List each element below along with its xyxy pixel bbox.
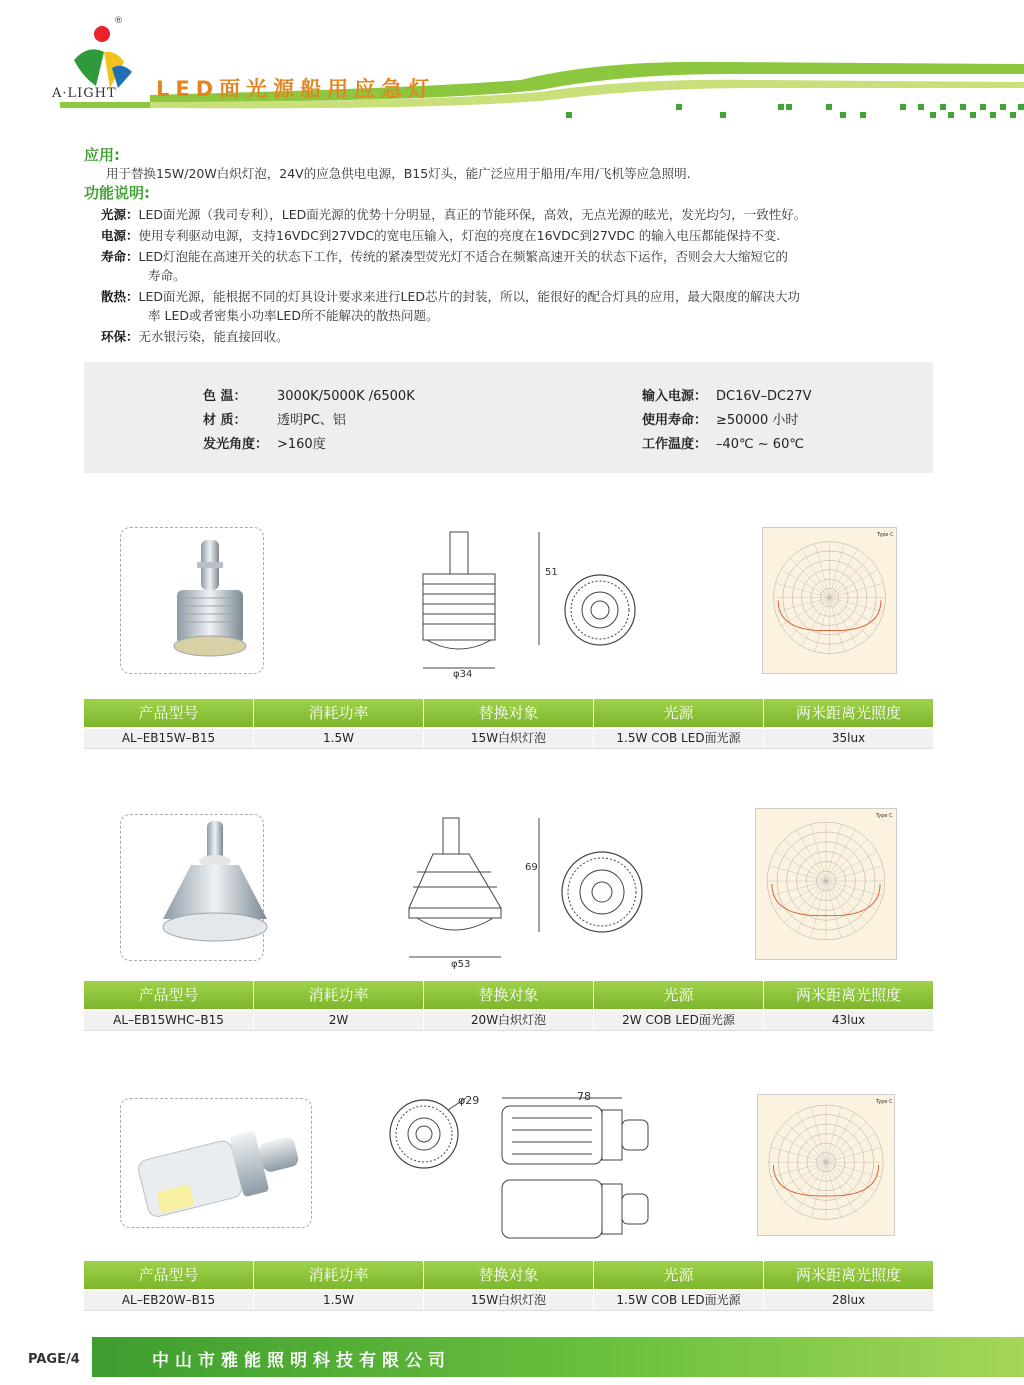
table-header-cell: 光源: [594, 981, 764, 1009]
spec-item: [642, 409, 798, 428]
decorative-dot: [840, 112, 846, 118]
product-photo-1: [120, 527, 264, 674]
spec-key: 输入电源：: [642, 389, 708, 404]
spec-item: [203, 385, 415, 404]
function-heading: 功能说明:: [84, 184, 150, 202]
function-item-text: LED灯泡能在高速开关的状态下工作，传统的紧凑型荧光灯不适合在频繁高速开关的状态下运作，否则会大大缩短它的: [138, 249, 789, 264]
table-cell: 15W白炽灯泡: [424, 729, 594, 748]
registered-mark: ®: [114, 16, 123, 26]
logo-text: A·LIGHT: [52, 86, 117, 101]
table-header-cell: 消耗功率: [254, 699, 424, 727]
table-header-cell: 替换对象: [424, 699, 594, 727]
table-header-cell: 产品型号: [84, 1261, 254, 1289]
function-item-label: 电源：: [101, 228, 139, 243]
function-item-label: 寿命：: [101, 249, 139, 264]
top-view-drawing-3: [388, 1090, 480, 1174]
decorative-dot: [970, 112, 976, 118]
dimension-drawing-1: [405, 520, 565, 680]
function-item-line: [148, 266, 186, 284]
decorative-dot: [1018, 104, 1024, 110]
spec-value: DC16V–DC27V: [716, 389, 812, 404]
polar-diagram-2: [755, 808, 897, 960]
polar-diagram-1: [762, 527, 897, 674]
function-item-line: [148, 306, 438, 324]
product-photo-3: [120, 1098, 312, 1228]
product-table-header-1: [84, 699, 933, 727]
spec-item: [203, 433, 326, 452]
table-header-cell: 产品型号: [84, 699, 254, 727]
table-header-cell: 两米距离光照度: [795, 986, 901, 1004]
table-header-cell: 光源: [594, 1261, 764, 1289]
function-item-line: [101, 205, 806, 223]
polar-diagram-3: [757, 1094, 895, 1236]
function-item-text: 无水银污染，能直接回收。: [138, 329, 289, 344]
dim-length-3: 78: [577, 1090, 591, 1103]
table-header-cell: 替换对象: [424, 1261, 594, 1289]
table-cell: 1.5W COB LED面光源: [594, 729, 764, 748]
table-cell: 2W: [254, 1011, 424, 1030]
header-swoosh: [0, 40, 1024, 130]
function-item-text: LED面光源（我司专利），LED面光源的优势十分明显，真正的节能环保，高效，无点光源的眩光，发光均匀，一致性好。: [138, 207, 807, 222]
table-cell: 28lux: [831, 1293, 866, 1307]
table-header-cell: 两米距离光照度: [795, 1266, 901, 1284]
lamp-photo-icon: [121, 528, 263, 673]
product-table-header-2: [84, 981, 933, 1009]
function-item-text: 使用专利驱动电源，支持16VDC到27VDC的宽电压输入，灯泡的亮度在16VDC到27VDC 的输入电压都能保持不变.: [138, 228, 781, 243]
decorative-dot: [786, 104, 792, 110]
function-item-line: [101, 327, 289, 345]
spec-key: 色 温：: [203, 389, 247, 404]
function-item-line: [101, 287, 800, 305]
function-item-text: LED面光源，能根据不同的灯具设计要求来进行LED芯片的封装，所以，能很好的配合灯具的应用，最大限度的解决大功: [138, 289, 800, 304]
spec-value: –40℃ ~ 60℃: [716, 437, 804, 452]
function-item-label: 散热：: [101, 289, 139, 304]
product-table-header-3: [84, 1261, 933, 1289]
decorative-dot: [778, 104, 784, 110]
dim-height-1: 51: [545, 567, 558, 578]
table-header-cell: 产品型号: [84, 981, 254, 1009]
function-item-text: 率 LED或者密集小功率LED所不能解决的散热问题。: [148, 308, 439, 323]
dim-diameter-3: φ29: [458, 1094, 480, 1107]
polar-type-2: Type C: [876, 813, 893, 819]
polar-type-3: Type C: [876, 1099, 893, 1105]
decorative-dot: [720, 112, 726, 118]
table-cell: AL–EB20W–B15: [84, 1291, 254, 1310]
dim-diameter-2: φ53: [451, 959, 471, 970]
table-cell: 1.5W: [254, 729, 424, 748]
table-cell: 15W白炽灯泡: [424, 1291, 594, 1310]
table-header-cell: 两米距离光照度: [795, 704, 901, 722]
product-table-row-1: [84, 729, 933, 749]
decorative-dot: [930, 112, 936, 118]
spec-value: 3000K/5000K /6500K: [277, 389, 415, 404]
application-text: 用于替换15W/20W白炽灯泡，24V的应急供电电源，B15灯头，能广泛应用于船用/车用/飞机等应急照明.: [106, 166, 691, 181]
table-cell: 1.5W COB LED面光源: [594, 1291, 764, 1310]
product-table-row-2: [84, 1011, 933, 1031]
table-cell: 2W COB LED面光源: [594, 1011, 764, 1030]
function-item-text: 寿命。: [148, 268, 186, 283]
dim-height-2: 69: [525, 862, 538, 873]
decorative-dot: [948, 112, 954, 118]
page-number: PAGE/4: [28, 1352, 80, 1367]
table-header-cell: 光源: [594, 699, 764, 727]
spec-key: 材 质：: [203, 413, 247, 428]
spec-key: 发光角度：: [203, 437, 269, 452]
spec-item: [642, 433, 804, 452]
function-item-line: [101, 226, 780, 244]
table-cell: 1.5W: [254, 1291, 424, 1310]
table-cell: AL–EB15WHC–B15: [84, 1011, 254, 1030]
decorative-dot: [566, 112, 572, 118]
spec-item: [642, 385, 812, 404]
application-heading: 应用:: [84, 146, 120, 164]
decorative-dot: [826, 104, 832, 110]
decorative-dot: [900, 104, 906, 110]
function-item-label: 光源：: [101, 207, 139, 222]
function-item-label: 环保：: [101, 329, 139, 344]
decorative-dot: [960, 104, 966, 110]
lamp-photo-icon: [121, 815, 263, 960]
spec-item: [203, 409, 346, 428]
decorative-dot: [676, 104, 682, 110]
decorative-dot: [860, 112, 866, 118]
table-cell: 43lux: [831, 1013, 866, 1027]
decorative-dot: [918, 104, 924, 110]
footer-company-name: 中山市雅能照明科技有限公司: [152, 1351, 451, 1371]
top-view-drawing-2: [560, 850, 644, 934]
decorative-dot: [1010, 112, 1016, 118]
product-photo-2: [120, 814, 264, 961]
lamp-photo-icon: [121, 1099, 311, 1227]
decorative-dot: [940, 104, 946, 110]
function-item-line: [101, 247, 788, 265]
page-title: LED面光源船用应急灯: [156, 77, 436, 101]
product-table-row-3: [84, 1291, 933, 1311]
dimension-drawing-2: [405, 812, 565, 972]
table-header-cell: 消耗功率: [254, 1261, 424, 1289]
table-cell: 35lux: [831, 731, 866, 745]
spec-key: 工作温度：: [642, 437, 708, 452]
table-header-cell: 消耗功率: [254, 981, 424, 1009]
spec-value: 透明PC、铝: [277, 413, 346, 428]
polar-type-1: Type C: [877, 532, 894, 538]
top-view-drawing-1: [562, 572, 638, 648]
spec-key: 使用寿命：: [642, 413, 708, 428]
table-header-cell: 替换对象: [424, 981, 594, 1009]
table-cell: 20W白炽灯泡: [424, 1011, 594, 1030]
table-cell: AL–EB15W–B15: [84, 729, 254, 748]
decorative-dot: [980, 104, 986, 110]
dim-diameter-1: φ34: [453, 669, 473, 680]
spec-value: ≥50000 小时: [716, 413, 799, 428]
decorative-dot: [1000, 104, 1006, 110]
spec-value: >160度: [277, 437, 326, 452]
decorative-dot: [990, 112, 996, 118]
dimension-drawing-3: [492, 1088, 682, 1248]
